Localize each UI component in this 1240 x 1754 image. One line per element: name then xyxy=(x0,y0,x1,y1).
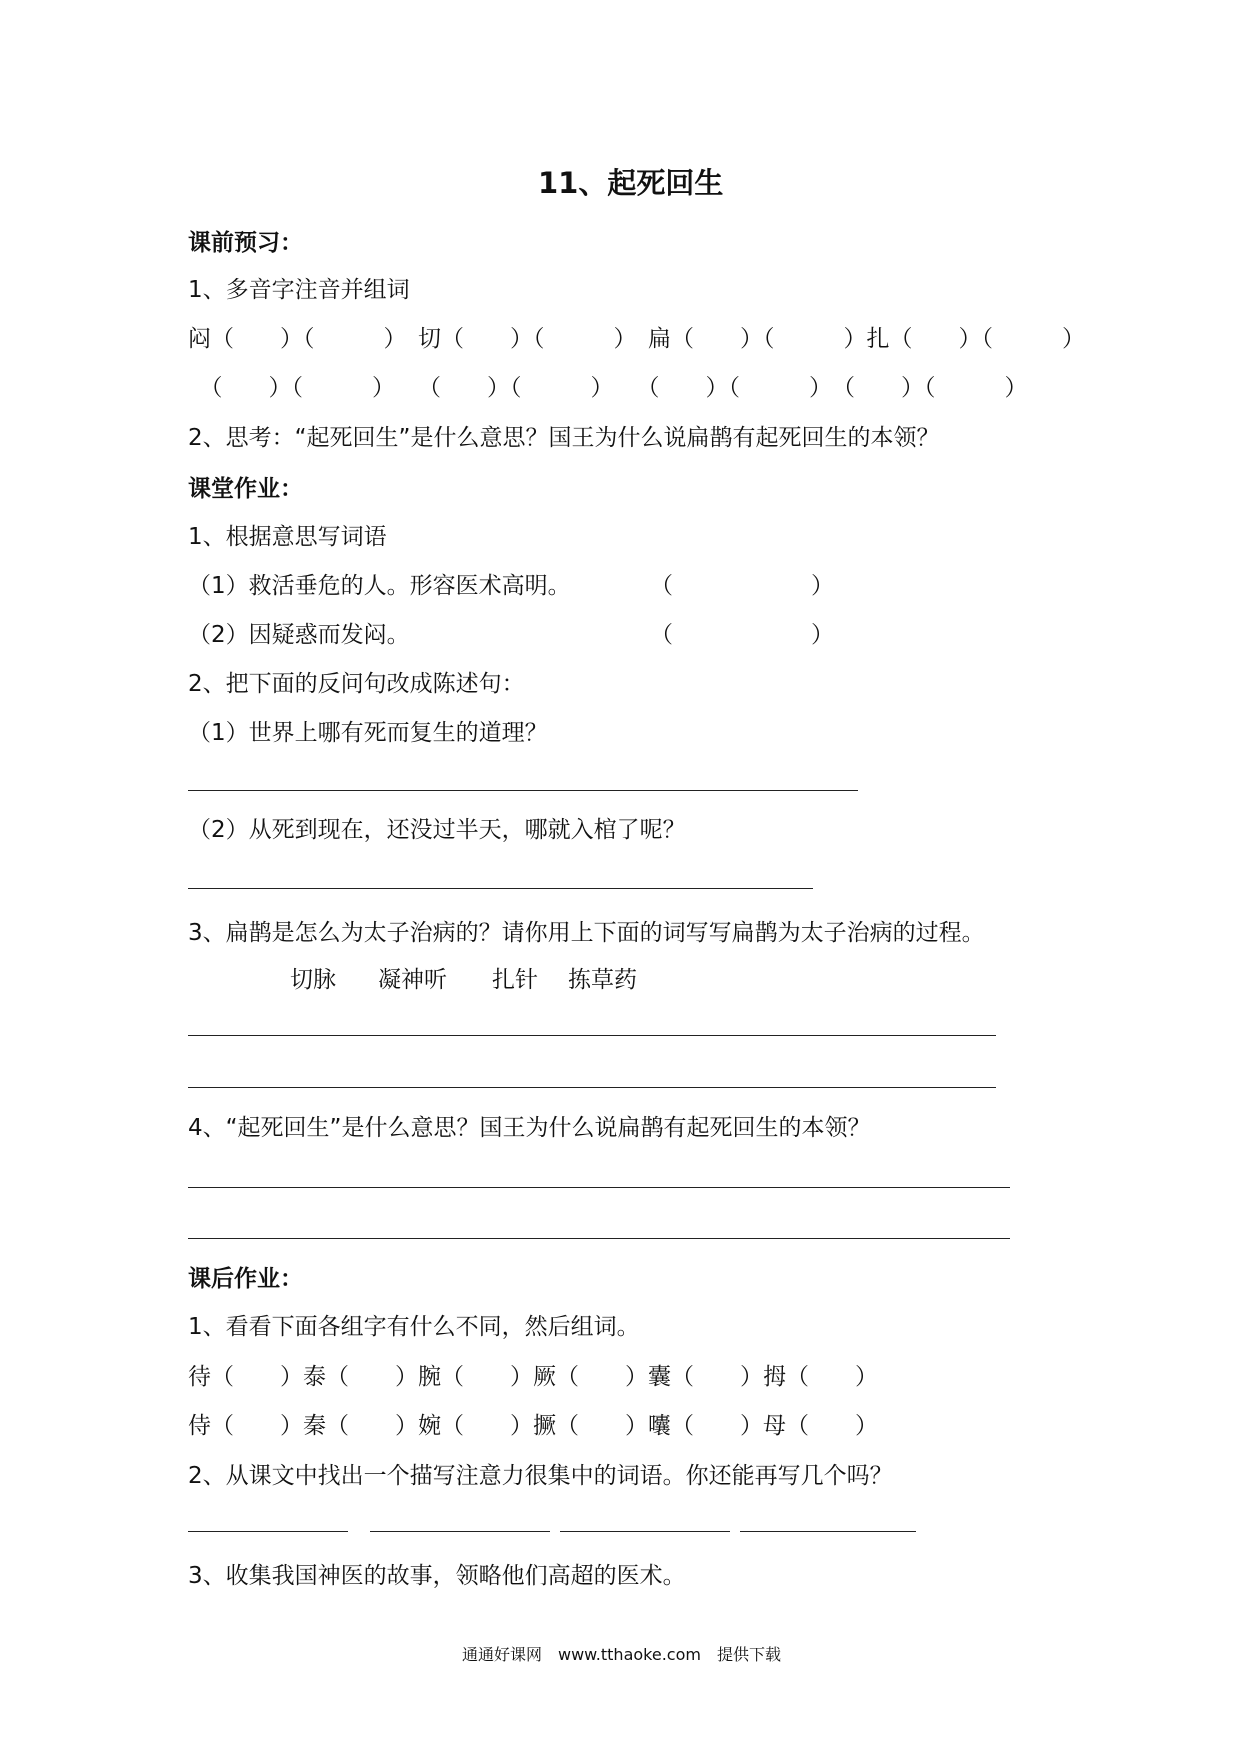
answer-line xyxy=(188,1187,1010,1188)
answer-bracket-1: （ ） xyxy=(650,573,834,599)
definition-item-2: （2）因疑惑而发闷。 xyxy=(188,622,410,648)
homework-question-3: 3、收集我国神医的故事，领略他们高超的医术。 xyxy=(188,1563,686,1589)
preview-question-1: 1、多音字注音并组词 xyxy=(188,277,410,303)
answer-line xyxy=(188,1087,996,1088)
classwork-question-2: 2、把下面的反问句改成陈述句： xyxy=(188,671,525,697)
classwork-question-3: 3、扁鹊是怎么为太子治病的？请你用上下面的词写写扁鹊为太子治病的过程。 xyxy=(188,920,985,946)
preview-question-2: 2、思考：“起死回生”是什么意思？国王为什么说扁鹊有起死回生的本领？ xyxy=(188,425,940,451)
keyword-2: 凝神听 xyxy=(378,967,447,993)
definition-item-1: （1）救活垂危的人。形容医术高明。 xyxy=(188,573,571,599)
keyword-4: 拣草药 xyxy=(568,967,637,993)
answer-line xyxy=(370,1531,550,1532)
answer-line xyxy=(188,790,858,791)
polyphone-row-1: 闷（ ）（ ） 切（ ）（ ） 扁（ ）（ ）扎（ ）（ ） xyxy=(188,326,1085,352)
answer-line xyxy=(188,888,813,889)
answer-line xyxy=(188,1238,1010,1239)
answer-bracket-2: （ ） xyxy=(650,622,834,648)
answer-line xyxy=(188,1531,348,1532)
answer-line xyxy=(740,1531,916,1532)
homework-question-1: 1、看看下面各组字有什么不同，然后组词。 xyxy=(188,1314,640,1340)
keyword-1: 切脉 xyxy=(290,967,336,993)
classwork-question-1: 1、根据意思写词语 xyxy=(188,524,387,550)
page-footer: 通通好课网 www.tthaoke.com 提供下载 xyxy=(462,1645,781,1664)
page-title: 11、起死回生 xyxy=(538,166,724,200)
answer-line xyxy=(188,1035,996,1036)
section-heading-homework: 课后作业： xyxy=(188,1266,303,1292)
rhetorical-sentence-2: （2）从死到现在，还没过半天，哪就入棺了呢？ xyxy=(188,817,686,843)
section-heading-preview: 课前预习： xyxy=(188,230,303,256)
char-compare-row-2: 侍（ ）秦（ ）婉（ ）撅（ ）囔（ ）母（ ） xyxy=(188,1413,878,1439)
classwork-question-4: 4、“起死回生”是什么意思？国王为什么说扁鹊有起死回生的本领？ xyxy=(188,1115,871,1141)
answer-line xyxy=(560,1531,730,1532)
polyphone-row-2: （ ）（ ） （ ）（ ） （ ）（ ） （ ）（ ） xyxy=(188,375,1028,401)
rhetorical-sentence-1: （1）世界上哪有死而复生的道理？ xyxy=(188,720,548,746)
char-compare-row-1: 待（ ）泰（ ）腕（ ）厥（ ）囊（ ）拇（ ） xyxy=(188,1364,878,1390)
section-heading-classwork: 课堂作业： xyxy=(188,476,303,502)
homework-question-2: 2、从课文中找出一个描写注意力很集中的词语。你还能再写几个吗？ xyxy=(188,1463,893,1489)
keyword-3: 扎针 xyxy=(492,967,538,993)
